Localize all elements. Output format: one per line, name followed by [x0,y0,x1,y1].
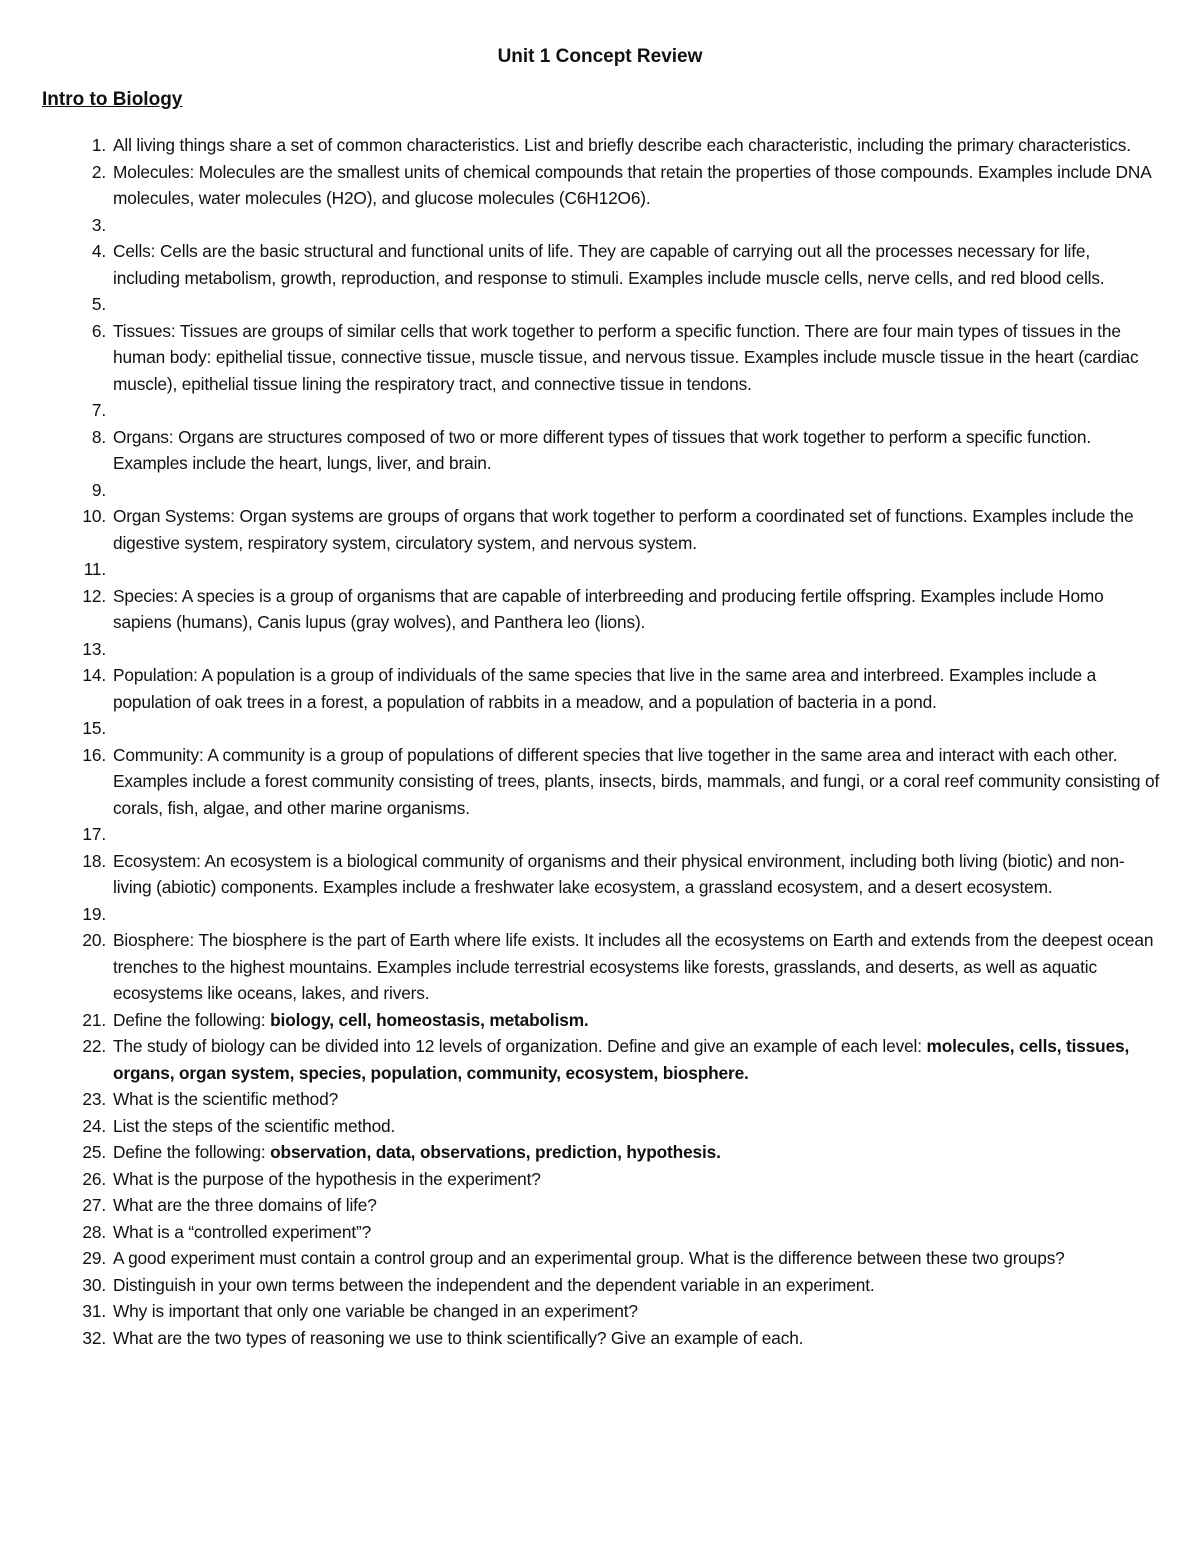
item-text: Organs: Organs are structures composed of two or more different types of tissues that work together to perform a specific function. Examples include the heart, lungs, liver, and brain. [113,426,1092,473]
item-text: What are the two types of reasoning we use to think scientifically? Give an example of each. [113,1327,804,1348]
list-item [0,503,1200,556]
list-item [0,1166,1200,1193]
item-bold-terms: observation, data, observations, prediction, hypothesis. [270,1142,721,1162]
item-text: Community: A community is a group of populations of different species that live together in the same area and interact with each other. Examples include a forest community consisting of trees, plants, insects, birds, mammals, and fungi, or a coral reef community consisting of corals, fish, algae, and other marine organisms. [113,744,1160,818]
list-item [0,1219,1200,1246]
list-item [0,291,1200,318]
item-number: 15. [82,718,106,738]
item-number: 17. [82,824,106,844]
list-item [0,901,1200,928]
item-number: 16. [82,744,106,765]
item-number: 12. [82,585,106,606]
section-heading: Intro to Biology [42,89,183,110]
item-number: 25. [82,1142,106,1162]
list-item [0,821,1200,848]
item-number: 22. [82,1036,106,1056]
item-number: 1. [91,135,106,155]
item-text: A good experiment must contain a control group and an experimental group. What is the difference between these two groups? [113,1248,1065,1268]
list-item [0,132,1200,159]
item-text: Tissues: Tissues are groups of similar cells that work together to perform a specific function. There are four main types of tissues in the human body: epithelial tissue, connective tissue, muscle tissue, and nervous tissue. Examples include muscle tissue in the heart (cardiac muscle), epithelial tissue lining the respiratory tract, and connective tissue in tendons. [113,320,1139,394]
item-number: 14. [82,665,106,685]
list-item [0,927,1200,1007]
item-number: 11. [83,559,106,579]
list-item [0,1086,1200,1113]
item-number: 7. [91,400,106,420]
item-text: Ecosystem: An ecosystem is a biological community of organisms and their physical environment, including both living (biotic) and non-living (abiotic) components. Examples include a freshwater lake ecosystem, a grassland ecosystem, and a desert ecosystem. [113,850,1125,897]
item-text: The study of biology can be divided into 12 levels of organization. Define and give an example of each level: [113,1036,927,1056]
item-text: Biosphere: The biosphere is the part of Earth where life exists. It includes all the ecosystems on Earth and extends from the deepest ocean trenches to the highest mountains. Examples include terrestrial ecosystems like forests, grasslands, and deserts, as well as aquatic ecosystems like oceans, lakes, and rivers. [113,930,1154,1003]
item-text: List the steps of the scientific method. [113,1115,396,1136]
item-text: Population: A population is a group of individuals of the same species that live in the same area and interbreed. Examples include a population of oak trees in a forest, a population of rabbits in a meadow, and a population of bacteria in a pond. [113,665,1097,712]
list-item [0,742,1200,822]
list-item [0,636,1200,663]
list-item [0,238,1200,291]
item-number: 8. [91,426,106,447]
item-text: Species: A species is a group of organisms that are capable of interbreeding and producing fertile offspring. Examples include Homo sapiens (humans), Canis lupus (gray wolves), and Panthera leo (lions). [113,585,1104,632]
list-item [0,848,1200,901]
item-bold-terms: biology, cell, homeostasis, metabolism. [270,1009,589,1030]
item-text: Organ Systems: Organ systems are groups of organs that work together to perform a coordinated set of functions. Examples include the digestive system, respiratory system, circulatory system, and nervous system. [113,506,1134,553]
item-text: Why is important that only one variable be changed in an experiment? [113,1301,638,1321]
question-list [0,132,1200,1351]
item-number: 20. [82,930,106,950]
item-text: Molecules: Molecules are the smallest units of chemical compounds that retain the properties of those compounds. Examples include DNA molecules, water molecules (H2O), and glucose molecules (C6H12O6). [113,161,1151,208]
item-number: 24. [82,1115,106,1136]
item-number: 26. [82,1168,106,1189]
item-number: 6. [91,320,106,341]
item-number: 31. [82,1301,106,1321]
list-item [0,1192,1200,1219]
item-number: 3. [91,214,106,235]
item-text: Distinguish in your own terms between the independent and the dependent variable in an experiment. [113,1274,875,1295]
item-text: What is the scientific method? [113,1089,339,1109]
list-item [0,583,1200,636]
item-number: 10. [82,506,106,526]
item-text: What is the purpose of the hypothesis in the experiment? [113,1168,541,1189]
item-number: 28. [82,1221,106,1242]
item-number: 19. [82,903,106,924]
item-text: What is a “controlled experiment”? [113,1221,372,1242]
item-number: 9. [91,479,106,500]
list-item [0,1007,1200,1034]
list-item [0,1113,1200,1140]
list-item [0,1139,1200,1166]
item-number: 4. [91,241,106,261]
item-text: All living things share a set of common characteristics. List and briefly describe each characteristic, including the primary characteristics. [113,135,1131,155]
item-number: 5. [91,294,106,314]
item-text: Define the following: [113,1009,271,1030]
list-item [0,477,1200,504]
list-item [0,397,1200,424]
item-number: 23. [82,1089,106,1109]
item-number: 21. [82,1009,106,1030]
list-item [0,556,1200,583]
item-number: 32. [82,1327,106,1348]
item-number: 18. [82,850,106,871]
item-text: Cells: Cells are the basic structural and functional units of life. They are capable of carrying out all the processes necessary for life, including metabolism, growth, reproduction, and response to stimuli. Examples include muscle cells, nerve cells, and red blood cells. [113,241,1105,288]
list-item [0,715,1200,742]
list-item [0,424,1200,477]
list-item [0,1298,1200,1325]
item-number: 30. [82,1274,106,1295]
item-text: Define the following: [113,1142,271,1162]
item-number: 13. [82,638,106,659]
item-text: What are the three domains of life? [113,1195,377,1215]
item-number: 2. [91,161,106,182]
item-bold-terms: molecules, cells, tissues, organs, organ system, species, population, community, ecosystem, biosphere. [113,1036,1130,1083]
page-title: Unit 1 Concept Review [497,46,703,67]
list-item [0,1325,1200,1352]
list-item [0,662,1200,715]
item-number: 29. [82,1248,106,1268]
list-item [0,318,1200,398]
list-item [0,212,1200,239]
item-number: 27. [82,1195,106,1215]
list-item [0,1033,1200,1086]
list-item [0,1272,1200,1299]
list-item [0,1245,1200,1272]
list-item [0,159,1200,212]
